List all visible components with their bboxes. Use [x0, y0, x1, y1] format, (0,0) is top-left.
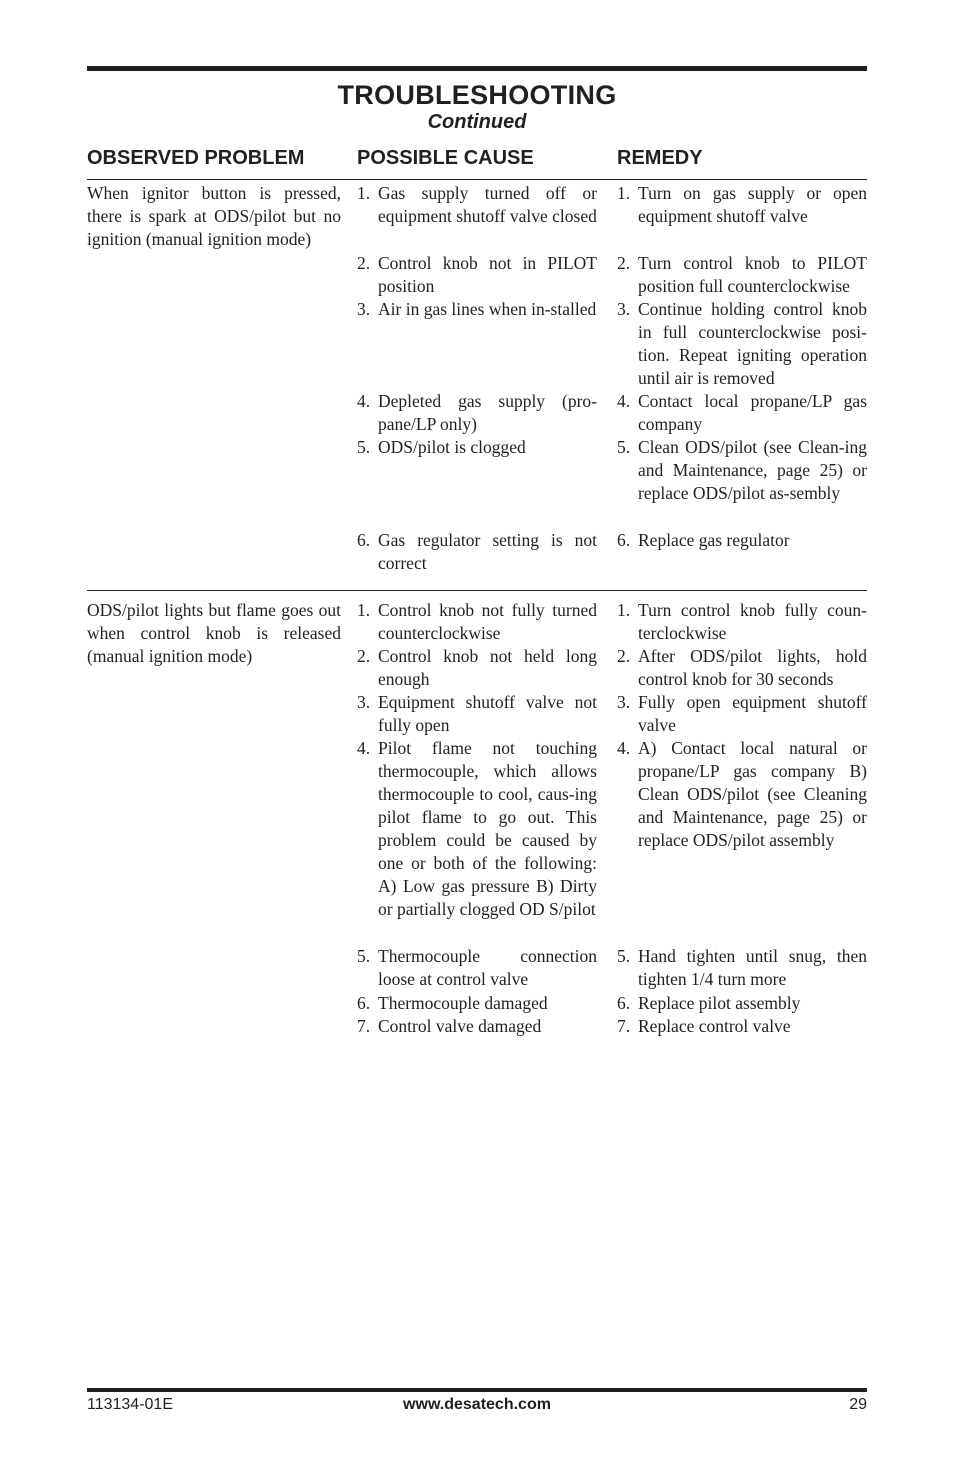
remedy: 5. Clean ODS/pilot (see Clean-ing and Maintenance, page 25) or replace ODS/pilot as-sembly	[617, 437, 867, 503]
remedy: 4. Contact local propane/LP gas company	[617, 391, 867, 434]
column-header-problem: OBSERVED PROBLEM	[87, 147, 305, 169]
page-subtitle: Continued	[427, 111, 527, 133]
page-title: TROUBLESHOOTING	[337, 80, 617, 110]
top-rule	[87, 66, 867, 71]
possible-cause: 2. Control knob not in PILOT position	[357, 253, 597, 296]
possible-cause: 7. Control valve damaged	[357, 1016, 542, 1036]
column-header-remedy: REMEDY	[617, 147, 703, 169]
section-divider	[87, 590, 867, 591]
remedy: 1. Turn on gas supply or open equipment shutoff valve	[617, 183, 867, 226]
document-number: 113134-01E	[87, 1396, 173, 1413]
observed-problem: When ignitor button is pressed, there is spark at ODS/pilot but no ignition (manual ignition mode)	[87, 183, 341, 249]
column-header-cause: POSSIBLE CAUSE	[357, 147, 534, 169]
possible-cause: 6. Thermocouple damaged	[357, 993, 548, 1013]
possible-cause: 1. Control knob not fully turned counterclockwise	[357, 600, 597, 643]
possible-cause: 1. Gas supply turned off or equipment shutoff valve closed	[357, 183, 597, 226]
remedy: 2. After ODS/pilot lights, hold control knob for 30 seconds	[617, 646, 867, 689]
observed-problem: ODS/pilot lights but flame goes out when control knob is released (manual ignition mode)	[87, 600, 341, 666]
possible-cause: 4. Pilot flame not touching thermocouple, which allows thermocouple to cool, caus-ing pilot flame to go out. This problem could be caused by one or both of the following: A) Low gas pressure B) Dirty or partially clogged OD S/pilot	[357, 738, 597, 919]
remedy: 6. Replace gas regulator	[617, 530, 790, 550]
page-number: 29	[849, 1396, 867, 1413]
website-link[interactable]: www.desatech.com	[403, 1396, 551, 1413]
possible-cause: 5. Thermocouple connection loose at control valve	[357, 946, 597, 989]
remedy: 6. Replace pilot assembly	[617, 993, 801, 1013]
possible-cause: 6. Gas regulator setting is not correct	[357, 530, 597, 573]
possible-cause: 5. ODS/pilot is clogged	[357, 437, 526, 457]
remedy: 3. Continue holding control knob in full counterclockwise posi-tion. Repeat igniting operation until air is removed	[617, 299, 867, 388]
remedy: 7. Replace control valve	[617, 1016, 791, 1036]
remedy: 4. A) Contact local natural or propane/LP gas company B) Clean ODS/pilot (see Cleaning and Maintenance, page 25) or replace ODS/pilot assembly	[617, 738, 867, 850]
remedy: 5. Hand tighten until snug, then tighten 1/4 turn more	[617, 946, 867, 989]
possible-cause: 3. Equipment shutoff valve not fully open	[357, 692, 597, 735]
bottom-rule	[87, 1388, 867, 1392]
possible-cause: 4. Depleted gas supply (pro-pane/LP only)	[357, 391, 597, 434]
possible-cause: 3. Air in gas lines when in-stalled	[357, 299, 597, 319]
header-divider	[87, 179, 867, 180]
remedy: 2. Turn control knob to PILOT position full counterclockwise	[617, 253, 867, 296]
remedy: 3. Fully open equipment shutoff valve	[617, 692, 867, 735]
possible-cause: 2. Control knob not held long enough	[357, 646, 597, 689]
remedy: 1. Turn control knob fully coun-terclockwise	[617, 600, 867, 643]
